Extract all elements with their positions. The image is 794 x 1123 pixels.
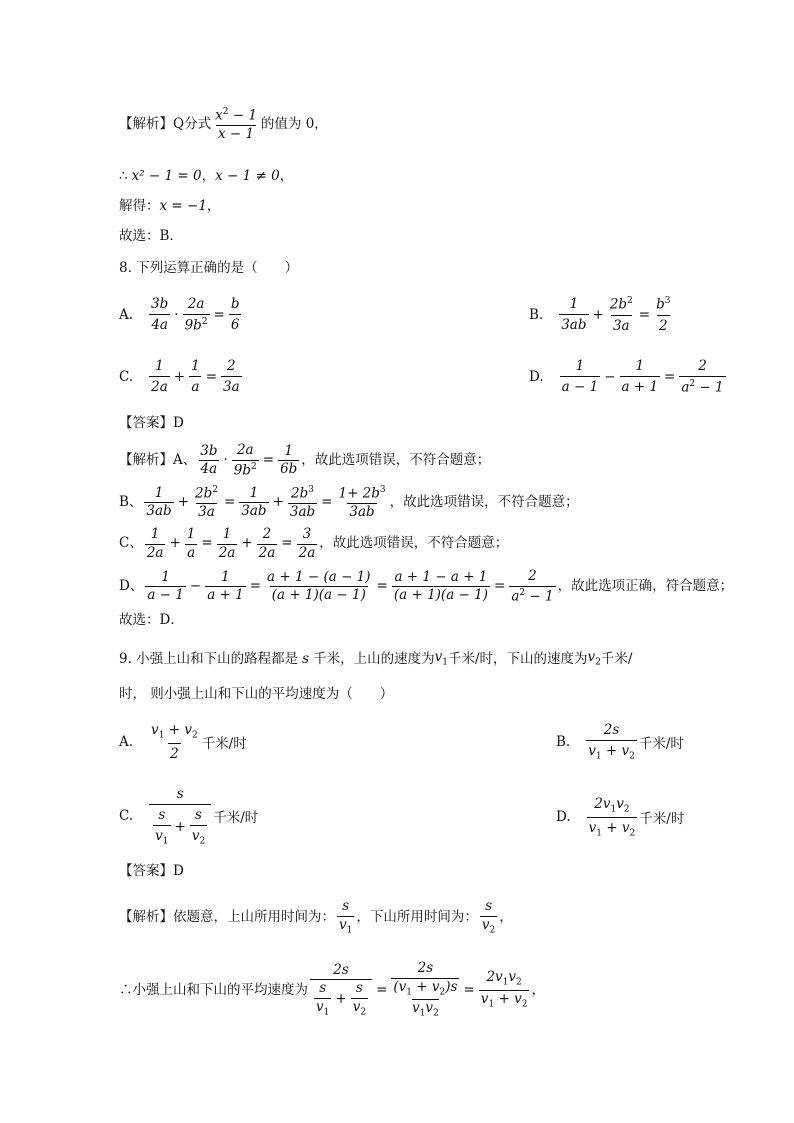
q9-stem-line2 (119, 688, 393, 702)
unit: 千米/时 (638, 735, 684, 752)
option-label: B. (529, 306, 544, 323)
question-stem: 9. 小强上山和下山的路程都是 (119, 650, 299, 667)
option-label: A. (119, 733, 134, 750)
option-label: D. (529, 368, 544, 385)
q8-analysis-b: B、 $\frac{1}{3ab}$ + $\frac{2b^2}{3a}$ = $\frac{1}{3ab}$ + $\frac{2b^3}{3ab}$ = $\frac{1+ 2b^3}{3ab}$ ，故此选项错误，不符合题意； (119, 484, 579, 520)
q9-option-d: D. $\frac{2v_1v_2}{v_1 + v_2}$ 千米/时 (556, 796, 685, 839)
analysis-note: ，故此选项正确，符合题意； (557, 578, 734, 594)
analysis-prefix: D、 (119, 578, 144, 594)
separator: ， (206, 198, 221, 214)
question-stem: 时， 则小强上山和下山的平均速度为（ ） (119, 686, 394, 702)
q9-option-b: B. $\frac{2s}{v_1 + v_2}$ 千米/时 (556, 722, 684, 762)
variable-s: s (302, 650, 310, 667)
solve-label: 解得： (119, 198, 160, 214)
option-label: C. (119, 808, 134, 825)
q8-option-b: B. $\frac{1}{3ab}$ + $\frac{2b^2}{3a}$ = $\frac{b^3}{2}$ (529, 296, 671, 334)
choice-result: 故选：B． (119, 228, 183, 244)
therefore-symbol: ∴ (119, 168, 128, 184)
q9-option-a: A. $\frac{v_1 + v_2}{2}$ 千米/时 (119, 722, 247, 762)
question-stem: 8. 下列运算正确的是（ ） (119, 260, 299, 276)
choice-result: 故选：D． (119, 612, 184, 628)
separator: ， (201, 168, 216, 184)
q9-final-line: ∴小强上山和下山的平均速度为 2s $\frac{s}{v_1}$ + $\frac{s}{v_2}$ = 2s $(v_1 + v_2)s$ $v_1v_2$ = $\frac{2v_1v_2}{v_1 + v_2}$ ， (119, 960, 545, 1019)
q8-analysis-a: 【解析】A、 $\frac{3b}{4a}$ · $\frac{2a}{9b^2}$ = $\frac{1}{6b}$ ，故此选项错误，不符合题意； (119, 442, 491, 478)
analysis-text: ∴小强上山和下山的平均速度为 (119, 981, 308, 998)
q7-condition-line (119, 170, 293, 184)
q8-analysis-d: D、 $\frac{1}{a - 1}$ − $\frac{1}{a + 1}$ = $\frac{a + 1 - (a - 1)}{(a + 1)(a - 1)}$ = $\frac{a + 1 - a + 1}{(a + 1)(a - 1)}$ = $\frac{2}{a^2 - 1}$ ，故此选项正确，符合题意； (119, 568, 734, 604)
analysis-text: 【解析】依题意，上山所用时间为： (119, 908, 335, 925)
q8-analysis-c: C、 $\frac{1}{2a}$ + $\frac{1}{a}$ = $\frac{1}{2a}$ + $\frac{2}{2a}$ = $\frac{3}{2a}$ ，故此选项错误，不符合题意； (119, 526, 509, 561)
q8-option-d: D. $\frac{1}{a - 1}$ − $\frac{1}{a + 1}$ = $\frac{2}{a^2 - 1}$ (529, 358, 724, 396)
q8-stem (119, 262, 298, 276)
condition: x − 1 ≠ 0 (215, 168, 280, 184)
q9-stem-line1: 9. 小强上山和下山的路程都是 s 千米，上山的速度为 $v_1$ 千米/时，下山的速度为 $v_2$ 千米/ (119, 649, 633, 668)
question-stem: 千米/ (600, 650, 633, 667)
analysis-prefix: C、 (119, 535, 143, 552)
analysis-note: ，故此选项错误，不符合题意； (319, 535, 509, 552)
separator: ， (279, 168, 294, 184)
fraction: $\frac{x^2 - 1}{x - 1}$ (215, 107, 257, 142)
separator: ， (531, 981, 545, 998)
analysis-text: 分式 (184, 116, 212, 132)
option-label: A. (119, 306, 134, 323)
unit: 千米/时 (201, 735, 247, 752)
q9-answer (119, 865, 184, 879)
analysis-prefix: B、 (119, 494, 143, 510)
q8-answer (119, 417, 184, 431)
q9-analysis-line: 【解析】依题意，上山所用时间为： $\frac{s}{v_1}$ ，下山所用时间为： $\frac{s}{v_2}$ ， (119, 898, 513, 936)
solution: x = −1 (159, 198, 207, 214)
option-label: B. (556, 733, 571, 750)
answer: 【答案】D (119, 415, 184, 431)
unit: 千米/时 (639, 811, 685, 828)
analysis-text: ，下山所用时间为： (356, 908, 478, 925)
condition: x² − 1 = 0 (131, 168, 202, 184)
analysis-note: ，故此选项错误，不符合题意； (301, 452, 491, 468)
option-label: C. (119, 368, 134, 385)
analysis-text: 的值为 0， (260, 116, 328, 132)
because-symbol: Q (173, 116, 185, 132)
option-label: D. (556, 809, 571, 826)
q8-option-c: C. $\frac{1}{2a}$ + $\frac{1}{a}$ = $\frac{2}{3a}$ (119, 358, 240, 395)
q8-option-a: A. $\frac{3b}{4a}$ · $\frac{2a}{9b^2}$ = $\frac{b}{6}$ (119, 296, 240, 334)
analysis-prefix: 【解析】 (119, 116, 173, 132)
analysis-note: ，故此选项错误，不符合题意； (389, 494, 579, 510)
q7-analysis-line (119, 108, 328, 142)
unit: 千米/时 (213, 810, 259, 827)
question-stem: 千米/时，下山的速度为 (447, 650, 588, 667)
answer: 【答案】D (119, 863, 184, 879)
separator: ， (499, 908, 513, 925)
q7-choose-line (119, 230, 183, 244)
q7-solve-line (119, 200, 220, 214)
analysis-prefix: 【解析】A、 (119, 452, 197, 468)
q9-option-c: C. s $\frac{s}{v_1}$ + $\frac{s}{v_2}$ 千米/时 (119, 786, 259, 847)
q8-choose-line (119, 614, 184, 628)
question-stem: 千米，上山的速度为 (313, 650, 435, 667)
